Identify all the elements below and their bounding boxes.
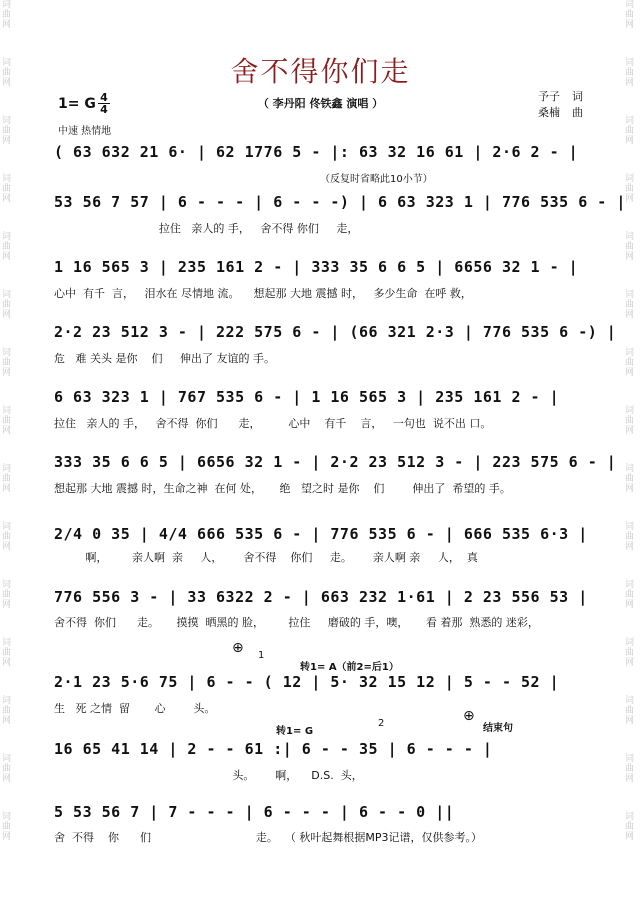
watermark-text: 词曲网: [2, 464, 12, 494]
key-signature: 1= G: [58, 96, 96, 112]
watermark-text: 词曲网: [2, 812, 12, 842]
watermark-text: 词曲网: [2, 290, 12, 320]
watermark-text: 词曲网: [625, 580, 635, 610]
composer-role: 曲: [572, 106, 583, 119]
composer-line: [538, 105, 583, 121]
credits-block: [538, 89, 583, 121]
lyricist-name: 予子: [538, 90, 560, 103]
volta-2-label: 2: [378, 718, 385, 729]
watermark-text: 词曲网: [2, 638, 12, 668]
lyric-row: 舍 不得 你 们 走。 （ 秋叶起舞根据MP3记谱，仅供参考。）: [54, 831, 482, 844]
watermark-text: 词曲网: [2, 232, 12, 262]
watermark-text: 词曲网: [625, 638, 635, 668]
score-row: 776 556 3 - | 33 6322 2 - | 663 232 1·61 | 2 23 556 53 |: [54, 588, 588, 606]
composer-name: 桑楠: [538, 106, 560, 119]
watermark-text: 词曲网: [2, 406, 12, 436]
score-row: 1 16 565 3 | 235 161 2 - | 333 35 6 6 5 | 6656 32 1 - |: [54, 258, 579, 276]
score-row: 53 56 7 57 | 6 - - - | 6 - - -) | 6 63 323 1 | 776 535 6 - |: [54, 193, 626, 211]
lyric-row: 生 死 之情 留 心 头。: [54, 702, 216, 715]
score-row: 6 63 323 1 | 767 535 6 - | 1 16 565 3 | 235 161 2 - |: [54, 388, 560, 406]
lyric-row: 心中 有千 言， 泪水在 尽情地 流。 想起那 大地 震撼 时， 多少生命 在呼 救，: [54, 287, 472, 300]
score-row: ( 63 632 21 6· | 62 1776 5 - |: 63 32 16 61 | 2·6 2 - |: [54, 143, 579, 161]
time-signature-bottom: 4: [100, 103, 108, 116]
score-row: 16 65 41 14 | 2 - - 61 :| 6 - - 35 | 6 - - - |: [54, 740, 493, 758]
watermark-text: 词曲网: [625, 812, 635, 842]
modulation-2: 转1= G: [276, 726, 314, 737]
score-row: 2·2 23 512 3 - | 222 575 6 - | (66 321 2·3 | 776 535 6 -) |: [54, 323, 617, 341]
watermark-text: 词曲网: [2, 0, 12, 30]
watermark-text: 词曲网: [625, 58, 635, 88]
score-row: 333 35 6 6 5 | 6656 32 1 - | 2·2 23 512 3 - | 223 575 6 - |: [54, 453, 617, 471]
watermark-text: 词曲网: [625, 696, 635, 726]
left-watermark-strip: [2, 0, 16, 913]
watermark-text: 词曲网: [2, 696, 12, 726]
score-row: 5 53 56 7 | 7 - - - | 6 - - - | 6 - - 0 ||: [54, 803, 455, 821]
performers-line: （ 李丹阳 佟铁鑫 演唱 ）: [257, 97, 384, 110]
watermark-text: 词曲网: [2, 348, 12, 378]
watermark-text: 词曲网: [2, 58, 12, 88]
lyric-row: 危 难 关头 是你 们 伸出了 友谊的 手。: [54, 352, 275, 365]
lyric-row: 拉住 亲人的 手， 舍不得 你们 走， 心中 有千 言， 一句也 说不出 口。: [54, 417, 492, 430]
lyricist-role: 词: [572, 90, 583, 103]
repeat-note: （反复时省略此10小节）: [320, 174, 433, 185]
ending-label: 结束句: [483, 723, 513, 734]
score-row: 2·1 23 5·6 75 | 6 - - ( 12 | 5· 32 15 12 | 5 - - 52 |: [54, 673, 560, 691]
modulation-1: 转1= A（前2=后1）: [300, 662, 399, 673]
time-signature: [98, 92, 110, 115]
watermark-text: 词曲网: [625, 174, 635, 204]
lyric-row: 头。 啊， D.S. 头，: [54, 769, 363, 782]
watermark-text: 词曲网: [625, 290, 635, 320]
watermark-text: 词曲网: [625, 754, 635, 784]
watermark-text: 词曲网: [625, 522, 635, 552]
coda-symbol-icon: ⊕: [463, 708, 475, 724]
watermark-text: 词曲网: [625, 232, 635, 262]
lyric-row: 拉住 亲人的 手， 舍不得 你们 走，: [54, 222, 359, 235]
right-watermark-strip: [625, 0, 639, 913]
watermark-text: 词曲网: [2, 522, 12, 552]
lyric-row: 舍不得 你们 走。 摸摸 晒黑的 脸， 拉住 磨破的 手，噢， 看 着那 熟悉的 迷彩，: [54, 616, 539, 629]
watermark-text: 词曲网: [2, 754, 12, 784]
watermark-text: 词曲网: [2, 580, 12, 610]
song-title: 舍不得你们走: [230, 55, 411, 88]
score-row: 2/4 0 35 | 4/4 666 535 6 - | 776 535 6 - | 666 535 6·3 |: [54, 525, 588, 543]
tempo-marking: 中速 热情地: [58, 126, 112, 137]
watermark-text: 词曲网: [625, 348, 635, 378]
watermark-text: 词曲网: [2, 174, 12, 204]
watermark-text: 词曲网: [625, 406, 635, 436]
coda-symbol-icon: ⊕: [232, 640, 244, 656]
time-signature-top: 4: [100, 91, 108, 104]
watermark-text: 词曲网: [625, 116, 635, 146]
lyric-row: 想起那 大地 震撼 时，生命之神 在何 处， 绝 望之时 是你 们 伸出了 希望的 手。: [54, 482, 511, 495]
volta-1-label: 1: [258, 650, 265, 661]
watermark-text: 词曲网: [625, 464, 635, 494]
watermark-text: 词曲网: [2, 116, 12, 146]
lyricist-line: [538, 89, 583, 105]
watermark-text: 词曲网: [625, 0, 635, 30]
lyric-row: 啊， 亲人啊 亲 人， 舍不得 你们 走。 亲人啊 亲 人， 真: [54, 551, 478, 564]
